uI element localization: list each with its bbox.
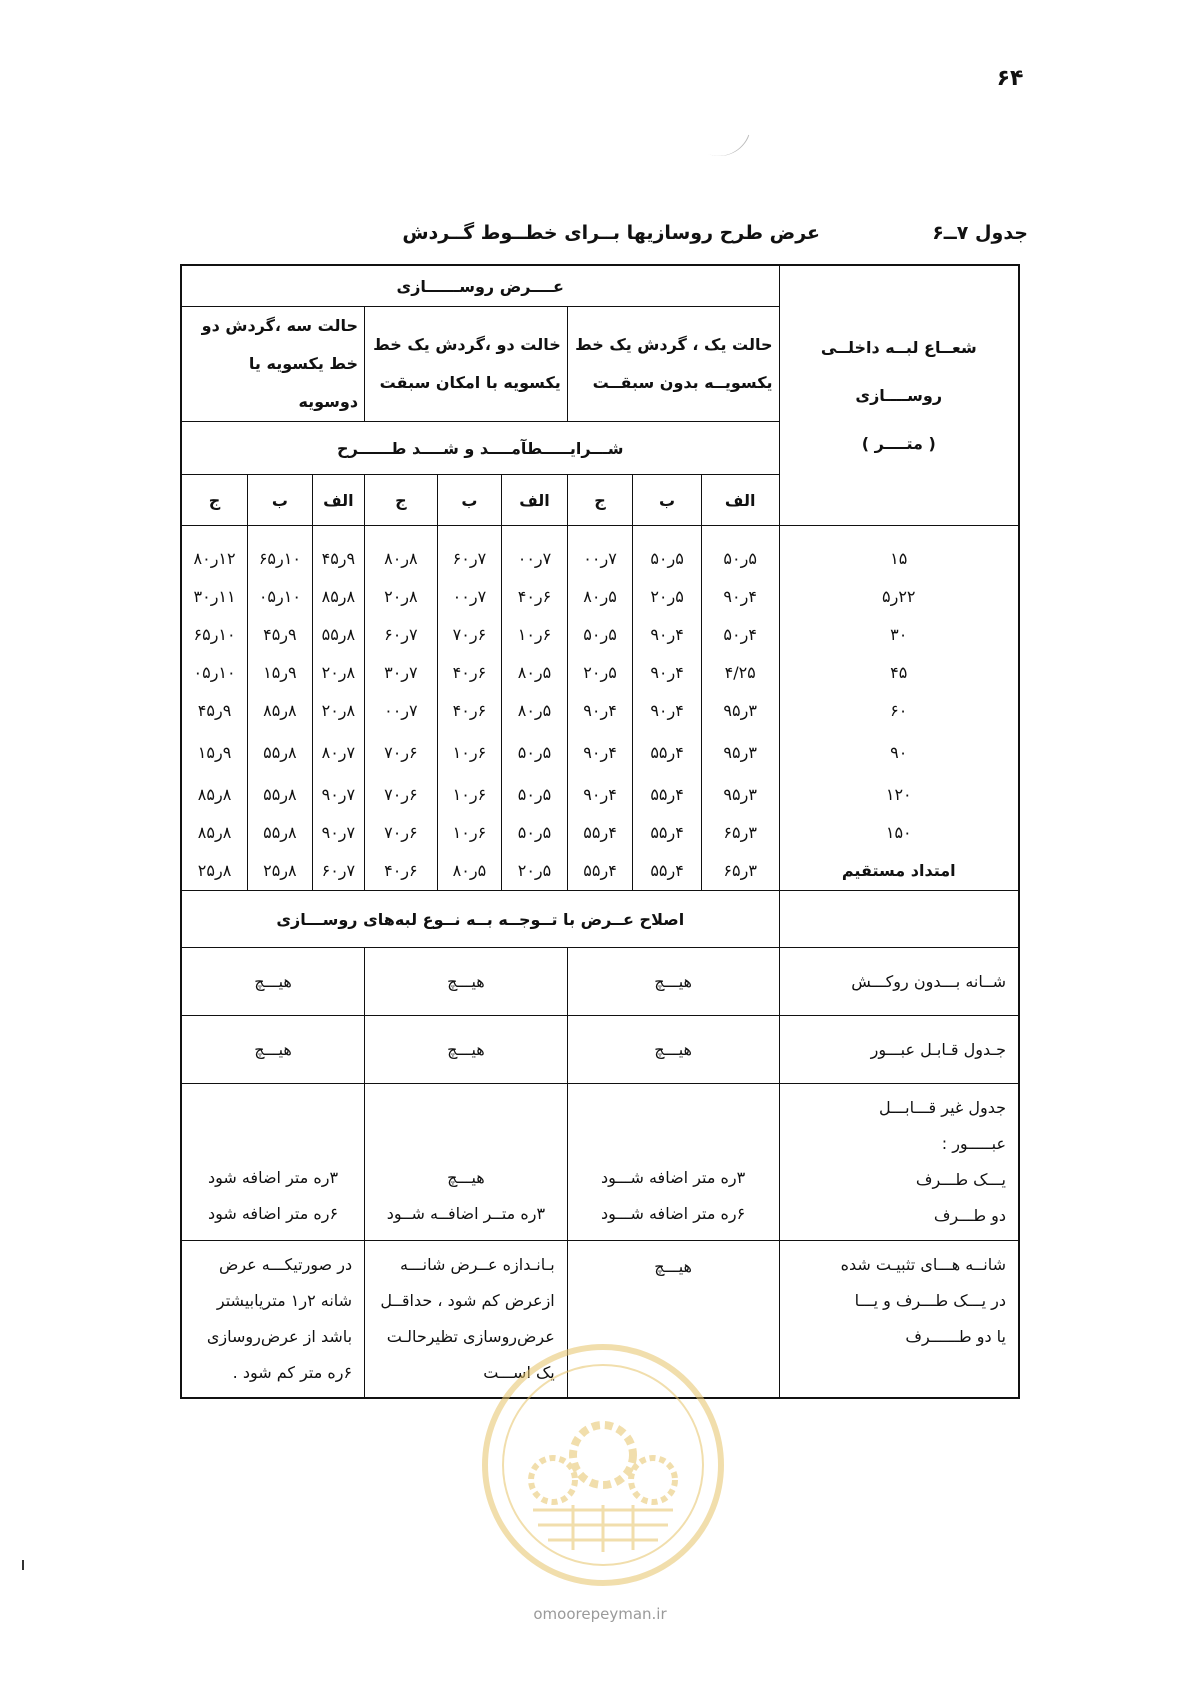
width-value: ۶ر۱۰: [452, 785, 487, 804]
width-value: ۸ر۲۵: [263, 861, 297, 880]
width-value: ۶ر۱۰: [452, 743, 487, 762]
width-value: ۳ر۹۵: [723, 785, 757, 804]
width-value: ۴ر۵۵: [650, 743, 684, 762]
width-value: ۶ر۱۰: [452, 823, 487, 842]
value-column: [312, 526, 364, 891]
width-value: ۸ر۲۵: [197, 861, 232, 880]
width-value: ۶ر۷۰: [452, 625, 487, 644]
stabilized-shoulder-s2-line: یک اســـت: [483, 1363, 555, 1382]
impassable-curb-state-3: [181, 1084, 365, 1241]
width-value: ۴ر۵۰: [723, 625, 757, 644]
passable-curb-state-1: هیـــچ: [567, 1016, 779, 1084]
width-value: ۷ر۶۰: [384, 625, 418, 644]
stabilized-shoulder-label: [779, 1241, 1019, 1399]
width-value: ۱۱ر۳۰: [193, 587, 236, 606]
impassable-curb-label-line: عبـــــور :: [941, 1134, 1006, 1153]
table-caption: [180, 222, 1028, 252]
radius-header-line2: روســــازی: [855, 385, 943, 405]
width-value: ۸ر۲۰: [321, 663, 356, 682]
width-value: ۷ر۳۰: [384, 663, 418, 682]
width-value: ۷ر۸۰: [321, 743, 356, 762]
value-column: [567, 526, 633, 891]
width-value: ۹ر۴۵: [263, 625, 297, 644]
width-value: ۸ر۵۵: [321, 625, 356, 644]
impassable-curb-s1-line: ۶ره متر اضافه شـــود: [601, 1204, 746, 1223]
width-value: ۶ر۷۰: [384, 823, 418, 842]
passable-curb-state-3: هیـــچ: [181, 1016, 365, 1084]
state-3-header: [181, 307, 365, 422]
impassable-curb-label: [779, 1084, 1019, 1241]
width-value: ۶ر۷۰: [384, 785, 418, 804]
column-letter: ب: [437, 475, 502, 526]
stabilized-shoulder-state-3: [181, 1241, 365, 1399]
value-column: [437, 526, 502, 891]
width-value: ۶ر۴۰: [384, 861, 418, 880]
width-value: ۷ر۰۰: [384, 701, 418, 720]
width-value: ۹ر۴۵: [321, 549, 356, 568]
width-value: ۴ر۹۰: [583, 701, 617, 720]
stabilized-shoulder-s3-line: ۶ره متر کم شود .: [232, 1363, 353, 1382]
stabilized-shoulder-label-line: شانــه هـــای تثبیـت شده: [840, 1255, 1006, 1274]
value-column: [181, 526, 248, 891]
width-value: ۵ر۸۰: [583, 587, 617, 606]
width-value: ۴ر۹۰: [583, 785, 617, 804]
watermark-url: omoorepeyman.ir: [533, 1605, 667, 1623]
width-value: ۴/۲۵: [724, 663, 756, 682]
width-value: ۳ر۹۵: [723, 701, 757, 720]
impassable-curb-label-line: جدول غیر قـــابـــل: [878, 1098, 1006, 1117]
width-value: ۱۰ر۶۵: [258, 549, 301, 568]
state-1-line1: حالت یک ، گردش یک خط: [575, 335, 773, 354]
width-value: ۵ر۵۰: [723, 549, 757, 568]
stabilized-shoulder-s2-line: عرض‌روسازی تظیرحالـت: [386, 1327, 555, 1346]
radius-value: ۴۵: [890, 663, 908, 682]
table-title: عرض طرح روسازیها بــرای خطــوط گــردش: [402, 222, 820, 244]
no-cover-label: شــانه بـــدون روکـــش: [779, 948, 1019, 1016]
impassable-curb-s2-line: هیـــچ: [447, 1168, 485, 1187]
width-value: ۵ر۵۰: [517, 785, 552, 804]
width-value: ۴ر۹۰: [583, 743, 617, 762]
width-value: ۹ر۱۵: [263, 663, 297, 682]
passable-curb-state-2: هیـــچ: [365, 1016, 568, 1084]
width-value: ۴ر۹۰: [650, 625, 684, 644]
width-value: ۷ر۹۰: [321, 785, 356, 804]
state-2-line2: یکسویه با امکان سبقت: [379, 373, 561, 392]
column-letter: ج: [181, 475, 248, 526]
radius-header: [779, 265, 1019, 526]
stabilized-shoulder-label-line: یا دو طــــــرف: [905, 1327, 1006, 1346]
width-value: ۵ر۲۰: [583, 663, 617, 682]
state-3-line2: خط یکسویه یا دوسویه: [248, 354, 359, 411]
state-1-header: [567, 307, 779, 422]
width-value: ۷ر۰۰: [452, 587, 487, 606]
stabilized-shoulder-s2-line: ازعرض کم شود ، حداقــل: [380, 1291, 555, 1310]
width-value: ۵ر۸۰: [452, 861, 487, 880]
width-value: ۷ر۹۰: [321, 823, 356, 842]
pencil-mark: [706, 123, 750, 165]
width-value: ۵ر۵۰: [517, 743, 552, 762]
width-value: ۵ر۸۰: [517, 701, 552, 720]
data-block: [181, 526, 1019, 891]
width-value: ۸ر۵۵: [263, 743, 297, 762]
radius-column: [779, 526, 1019, 891]
width-value: ۴ر۹۰: [650, 701, 684, 720]
radius-value: ۲۲ر۵: [881, 587, 916, 606]
width-value: ۷ر۰۰: [517, 549, 552, 568]
column-letter: ج: [365, 475, 438, 526]
width-value: ۴ر۵۵: [583, 861, 617, 880]
width-value: ۸ر۸۰: [384, 549, 418, 568]
value-column: [633, 526, 702, 891]
width-value: ۵ر۵۰: [650, 549, 684, 568]
stabilized-shoulder-state-1: هیـــچ: [567, 1241, 779, 1399]
stabilized-shoulder-s3-line: باشد از عرض‌روسازی: [206, 1327, 353, 1346]
radius-value: ۱۲۰: [885, 785, 912, 804]
width-value: ۸ر۸۵: [263, 701, 297, 720]
correction-empty-cell: [779, 891, 1019, 948]
width-value: ۵ر۸۰: [517, 663, 552, 682]
width-value: ۳ر۹۵: [723, 743, 757, 762]
impassable-curb-s3-line: ۳ره متر اضافه شود: [207, 1168, 339, 1187]
no-cover-state-2: هیـــچ: [365, 948, 568, 1016]
radius-value: ۳۰: [890, 625, 908, 644]
impassable-curb-label-line: دو طـــرف: [933, 1206, 1006, 1225]
width-value: ۵ر۵۰: [583, 625, 617, 644]
impassable-curb-state-1: [567, 1084, 779, 1241]
stabilized-shoulder-s3-line: در صورتیکـــه عرض: [219, 1255, 353, 1274]
radius-value: امتداد مستقیم: [841, 861, 956, 880]
passable-curb-label: جـدول قـابـل عبـــور: [779, 1016, 1019, 1084]
width-value: ۸ر۲۰: [384, 587, 418, 606]
width-value: ۵ر۲۰: [650, 587, 684, 606]
width-value: ۷ر۶۰: [321, 861, 356, 880]
width-value: ۱۰ر۰۵: [258, 587, 301, 606]
impassable-curb-s1-line: ۳ره متر اضافه شـــود: [601, 1168, 746, 1187]
impassable-curb-label-line: یـــک طـــرف: [915, 1170, 1006, 1189]
width-value: ۷ر۶۰: [452, 549, 487, 568]
correction-title: اصلاح عــرض با تــوجــه بــه نــوع لبه‌های روســـازی: [181, 891, 779, 948]
width-value: ۶ر۱۰: [517, 625, 552, 644]
width-value: ۹ر۴۵: [197, 701, 232, 720]
width-value: ۶ر۴۰: [452, 663, 487, 682]
column-letter: الف: [701, 475, 779, 526]
width-value: ۶ر۴۰: [452, 701, 487, 720]
width-value: ۴ر۹۰: [650, 663, 684, 682]
stabilized-shoulder-state-2: [365, 1241, 568, 1399]
table-number: جدول ۷ــ۶: [932, 222, 1028, 244]
width-value: ۵ر۵۰: [517, 823, 552, 842]
impassable-curb-state-2: [365, 1084, 568, 1241]
width-value: ۴ر۵۵: [650, 861, 684, 880]
width-value: ۴ر۵۵: [650, 823, 684, 842]
column-letter: ب: [633, 475, 702, 526]
no-cover-state-3: هیـــچ: [181, 948, 365, 1016]
impassable-curb-s3-line: ۶ره متر اضافه شود: [207, 1204, 339, 1223]
width-value: ۵ر۲۰: [517, 861, 552, 880]
width-value: ۱۰ر۶۵: [193, 625, 236, 644]
width-value: ۱۰ر۰۵: [193, 663, 236, 682]
width-value: ۳ر۶۵: [723, 823, 757, 842]
stabilized-shoulder-label-line: در یـــک طـــرف و یـــا: [854, 1291, 1006, 1310]
value-column: [248, 526, 313, 891]
radius-value: ۶۰: [890, 701, 908, 720]
impassable-curb-s2-line: ۳ره متــر اضافــه شــود: [386, 1204, 546, 1223]
width-value: ۱۲ر۸۰: [193, 549, 236, 568]
width-value: ۸ر۸۵: [321, 587, 356, 606]
state-2-line1: خالت دو ،گردش یک خط: [373, 335, 561, 354]
width-value: ۴ر۵۵: [650, 785, 684, 804]
width-value: ۶ر۷۰: [384, 743, 418, 762]
width-value: ۴ر۹۰: [723, 587, 757, 606]
width-value: ۴ر۵۵: [583, 823, 617, 842]
radius-header-line1: شعــاع لبــه داخلــی: [820, 337, 977, 357]
traffic-conditions-header: شـــرایـــــطآمــــد و شــــد طــــــرح: [181, 422, 779, 475]
width-value: ۹ر۱۵: [197, 743, 232, 762]
page-number: ۶۴: [996, 66, 1024, 91]
value-column: [365, 526, 438, 891]
width-value: ۷ر۰۰: [583, 549, 617, 568]
width-value: ۸ر۲۰: [321, 701, 356, 720]
radius-value: ۱۵۰: [885, 823, 912, 842]
column-letter: ج: [567, 475, 633, 526]
value-column: [701, 526, 779, 891]
width-value: ۸ر۵۵: [263, 785, 297, 804]
column-letter: الف: [312, 475, 364, 526]
column-letter: ب: [248, 475, 313, 526]
state-1-line2: یکسویــه بدون سبقــت: [592, 373, 773, 392]
no-cover-state-1: هیـــچ: [567, 948, 779, 1016]
width-value: ۸ر۵۵: [263, 823, 297, 842]
width-value: ۶ر۴۰: [517, 587, 552, 606]
state-3-line1: حالت سه ،گردش دو: [201, 316, 359, 335]
width-value: ۸ر۸۵: [197, 823, 232, 842]
width-value: ۸ر۸۵: [197, 785, 232, 804]
margin-tick: [22, 1560, 24, 1570]
value-column: [502, 526, 568, 891]
radius-value: ۹۰: [890, 743, 908, 762]
stabilized-shoulder-s3-line: شانه ۲ر۱ متریابیشتر: [216, 1291, 353, 1310]
radius-header-line3: ( متــــر ): [861, 433, 936, 453]
width-header: عــــرض روســــــازی: [181, 265, 779, 307]
column-letter: الف: [502, 475, 568, 526]
radius-value: ۱۵: [890, 549, 908, 568]
stabilized-shoulder-s2-line: بـانـدازه عــرض شانـــه: [400, 1255, 555, 1274]
road-width-table: [180, 264, 1020, 1399]
width-value: ۳ر۶۵: [723, 861, 757, 880]
state-2-header: [365, 307, 568, 422]
